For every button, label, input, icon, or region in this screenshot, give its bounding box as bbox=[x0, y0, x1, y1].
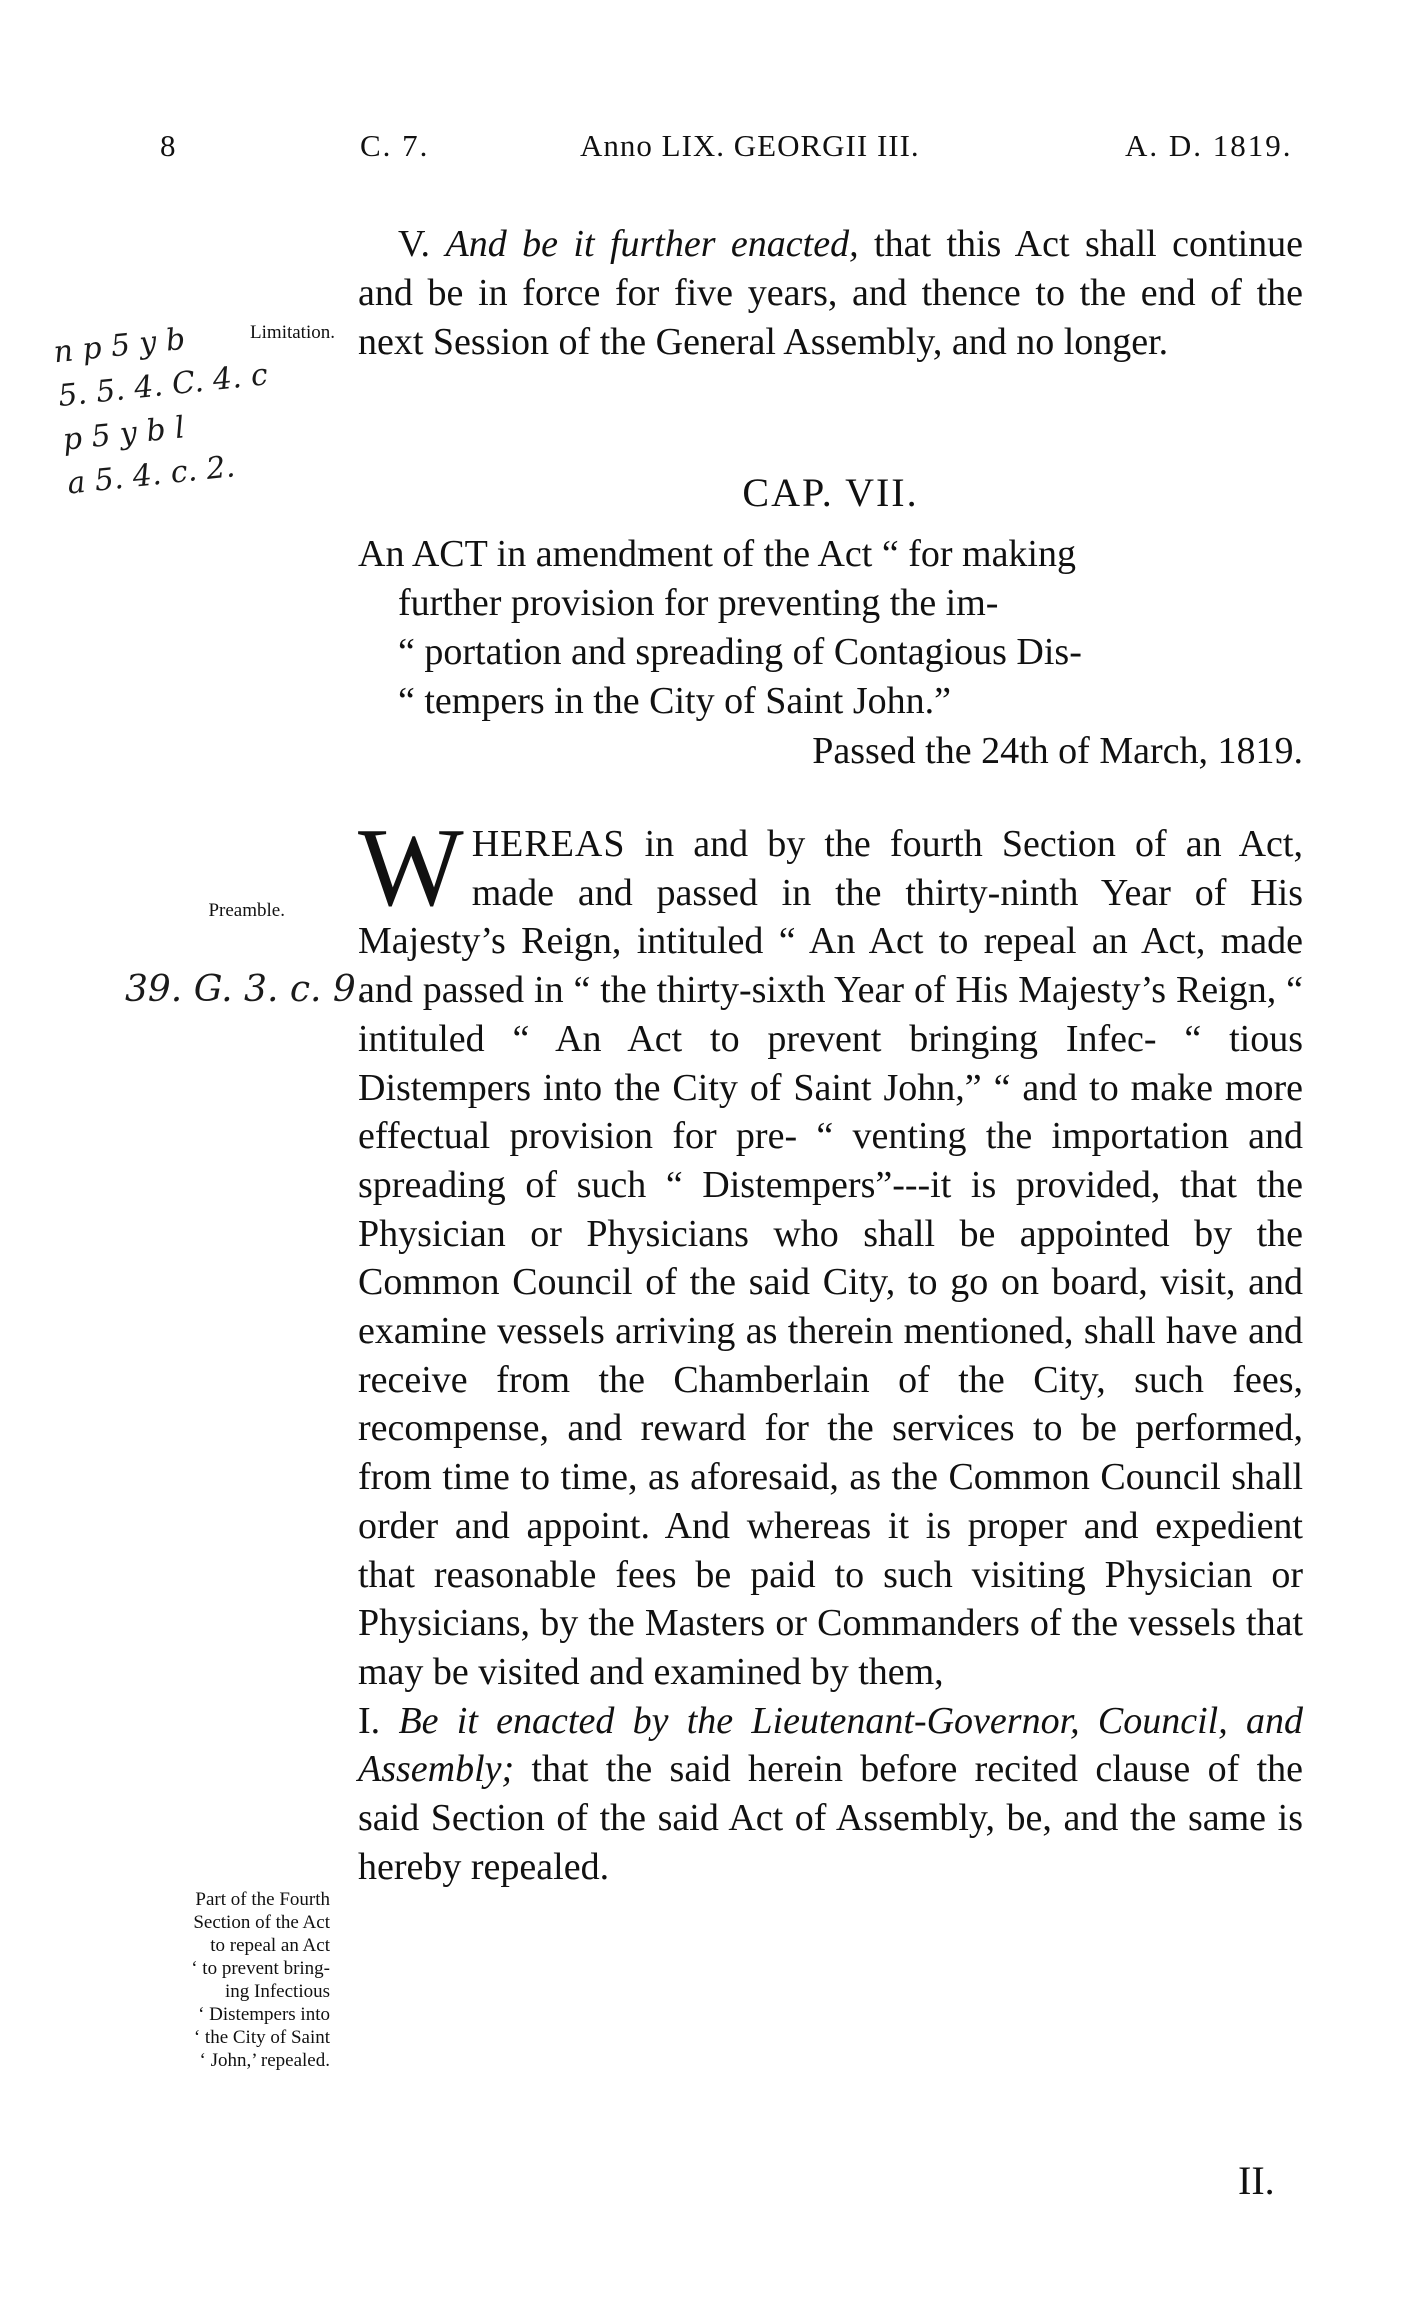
passed-date: Passed the 24th of March, 1819. bbox=[812, 730, 1303, 772]
margin-note-limitation: Limitation. bbox=[250, 322, 335, 343]
margin-note-part-repealed bbox=[115, 1888, 330, 2072]
section-5 bbox=[358, 220, 1303, 367]
section-1-text: that the said herein before recited clause of the said Section of the said Act of Assembly, be, and the same is hereby repealed. bbox=[358, 1748, 1303, 1888]
act-title-line: “ portation and spreading of Contagious Dis- bbox=[398, 631, 1082, 673]
drop-cap: W bbox=[358, 806, 464, 930]
margin-note-line: ‘ to prevent bring- bbox=[191, 1958, 330, 1979]
running-header bbox=[160, 128, 1340, 178]
handwritten-line: p 5 y b l bbox=[61, 410, 187, 458]
preamble-opening: HEREAS bbox=[471, 823, 626, 865]
margin-note-line: ing Infectious bbox=[224, 1981, 330, 2002]
running-title: Anno LIX. GEORGII III. bbox=[580, 128, 920, 163]
handwritten-line: a 5. 4. c. 2. bbox=[65, 449, 237, 502]
section-5-text: that this Act shall continue and be in force for five years, and thence to the end of the next Session of the General Assembly, and no longer. bbox=[358, 223, 1304, 363]
section-5-enacting-clause: And be it further enacted, bbox=[445, 223, 859, 265]
header-year: A. D. 1819. bbox=[1125, 128, 1293, 163]
margin-note-line: to repeal an Act bbox=[210, 1935, 330, 1956]
act-title bbox=[358, 530, 1303, 726]
handwritten-annotation-preamble: 39. G. 3. c. 9. bbox=[125, 969, 368, 1010]
margin-note-line: Section of the Act bbox=[193, 1912, 330, 1933]
act-title-line: An ACT in amendment of the Act “ for making bbox=[358, 533, 1076, 575]
catchword: II. bbox=[1238, 2158, 1275, 2203]
margin-note-line: ‘ John,’ repealed. bbox=[199, 2050, 330, 2071]
margin-note-line: Part of the Fourth bbox=[195, 1889, 330, 1910]
section-1-enacting-clause: Be it enacted by the Lieutenant-Governor, Council, and Assembly; bbox=[358, 1699, 1304, 1791]
chapter-number: C. 7. bbox=[360, 128, 430, 163]
chapter-heading: CAP. VII. bbox=[742, 470, 919, 515]
preamble-text: in and by the fourth Section of an Act, made and passed in the thirty-ninth Year of His Majesty’s Reign, intituled “ An Act to repeal an Act, made and passed in “ the thirty-sixth Year of His Majesty’s Reign, “ intituled “ An Act to prevent bringing Infec- “ tious Distempers into the City of Saint John,” “ and to make more effectual provision for pre- “ venting the importation and spreading of such “ Distempers”---it is provided, that the Physician or Physicians who shall be appointed by the Common Council of the said City, to go on board, visit, and examine vessels arriving as therein mentioned, shall have and receive from the Chamberlain of the City, such fees, recompense, and reward for the services to be performed, from time to time, as aforesaid, as the Common Council shall order and appoint. And whereas it is proper and expedient that reasonable fees be paid to such visiting Physician or Physicians, by the Masters or Commanders of the vessels that may be visited and examined by them, bbox=[358, 823, 1303, 1693]
handwritten-line: n p 5 y b bbox=[51, 321, 187, 371]
section-5-number: V. bbox=[398, 223, 431, 265]
handwritten-line: 5. 5. 4. C. 4. c bbox=[56, 357, 270, 415]
handwritten-annotation-limitation bbox=[51, 305, 318, 506]
act-title-line: “ tempers in the City of Saint John.” bbox=[398, 680, 952, 722]
page-number: 8 bbox=[160, 128, 178, 163]
section-1-number: I. bbox=[358, 1699, 381, 1742]
margin-note-preamble: Preamble. bbox=[208, 900, 285, 921]
margin-note-line: ‘ Distempers into bbox=[198, 2004, 330, 2025]
act-body bbox=[358, 806, 1304, 1891]
act-title-line: further provision for preventing the im- bbox=[398, 582, 999, 624]
margin-note-line: ‘ the City of Saint bbox=[193, 2027, 330, 2048]
